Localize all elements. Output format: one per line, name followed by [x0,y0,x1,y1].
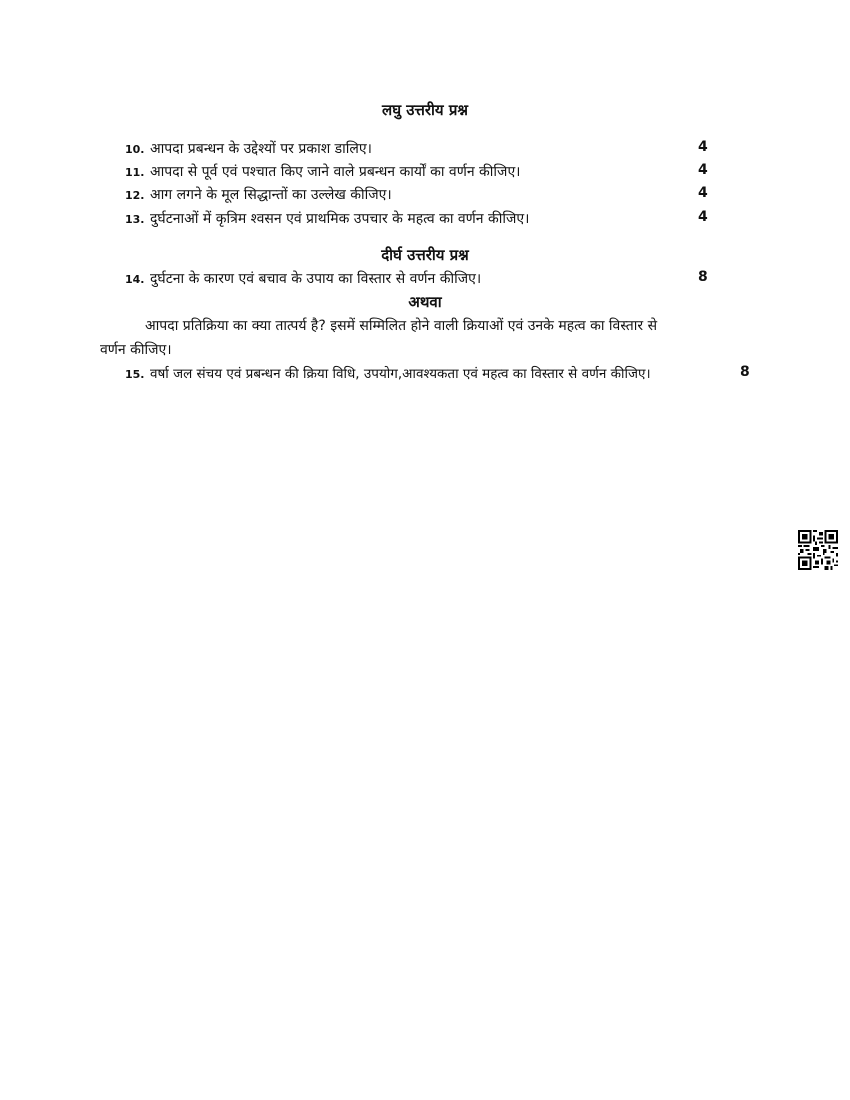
question-number: 15. [125,368,145,381]
question-marks: 8 [698,269,708,285]
long-answer-heading: दीर्घ उत्तरीय प्रश्न [381,246,469,264]
short-answer-heading: लघु उत्तरीय प्रश्न [382,101,468,119]
question-number: 13. [125,213,145,226]
question-text: दुर्घटना के कारण एवं बचाव के उपाय का विस्तार से वर्णन कीजिए। [150,271,482,287]
question-text: आपदा से पूर्व एवं पश्चात किए जाने वाले प्रबन्धन कार्यों का वर्णन कीजिए। [150,164,521,180]
question-number: 10. [125,143,145,156]
question-marks: 4 [698,139,708,155]
question-14 [125,269,750,291]
question-15 [125,364,750,386]
question-number: 12. [125,189,145,202]
question-text: दुर्घटनाओं में कृत्रिम श्वसन एवं प्राथमिक उपचार के महत्व का वर्णन कीजिए। [150,211,530,227]
question-text: आग लगने के मूल सिद्धान्तों का उल्लेख कीजिए। [150,187,392,203]
or-label: अथवा [408,293,442,311]
qr-code-icon [798,530,838,570]
question-marks: 4 [698,162,708,178]
alternative-question-line-1: आपदा प्रतिक्रिया का क्या तात्पर्य है? इसमें सम्मिलित होने वाली क्रियाओं एवं उनके महत्व का विस्तार से [145,318,658,334]
question-marks: 4 [698,185,708,201]
question-marks: 4 [698,209,708,225]
question-number: 11. [125,166,145,179]
question-number: 14. [125,273,145,286]
alternative-question-line-2: वर्णन कीजिए। [100,342,172,358]
question-text: आपदा प्रबन्धन के उद्देश्यों पर प्रकाश डालिए। [150,141,372,157]
question-10 [125,139,750,161]
question-13 [125,209,750,231]
question-marks: 8 [740,364,750,380]
question-11 [125,162,750,184]
question-12 [125,185,750,207]
question-text: वर्षा जल संचय एवं प्रबन्धन की क्रिया विधि, उपयोग,आवश्यकता एवं महत्व का विस्तार से वर्णन कीजिए। [150,366,651,382]
